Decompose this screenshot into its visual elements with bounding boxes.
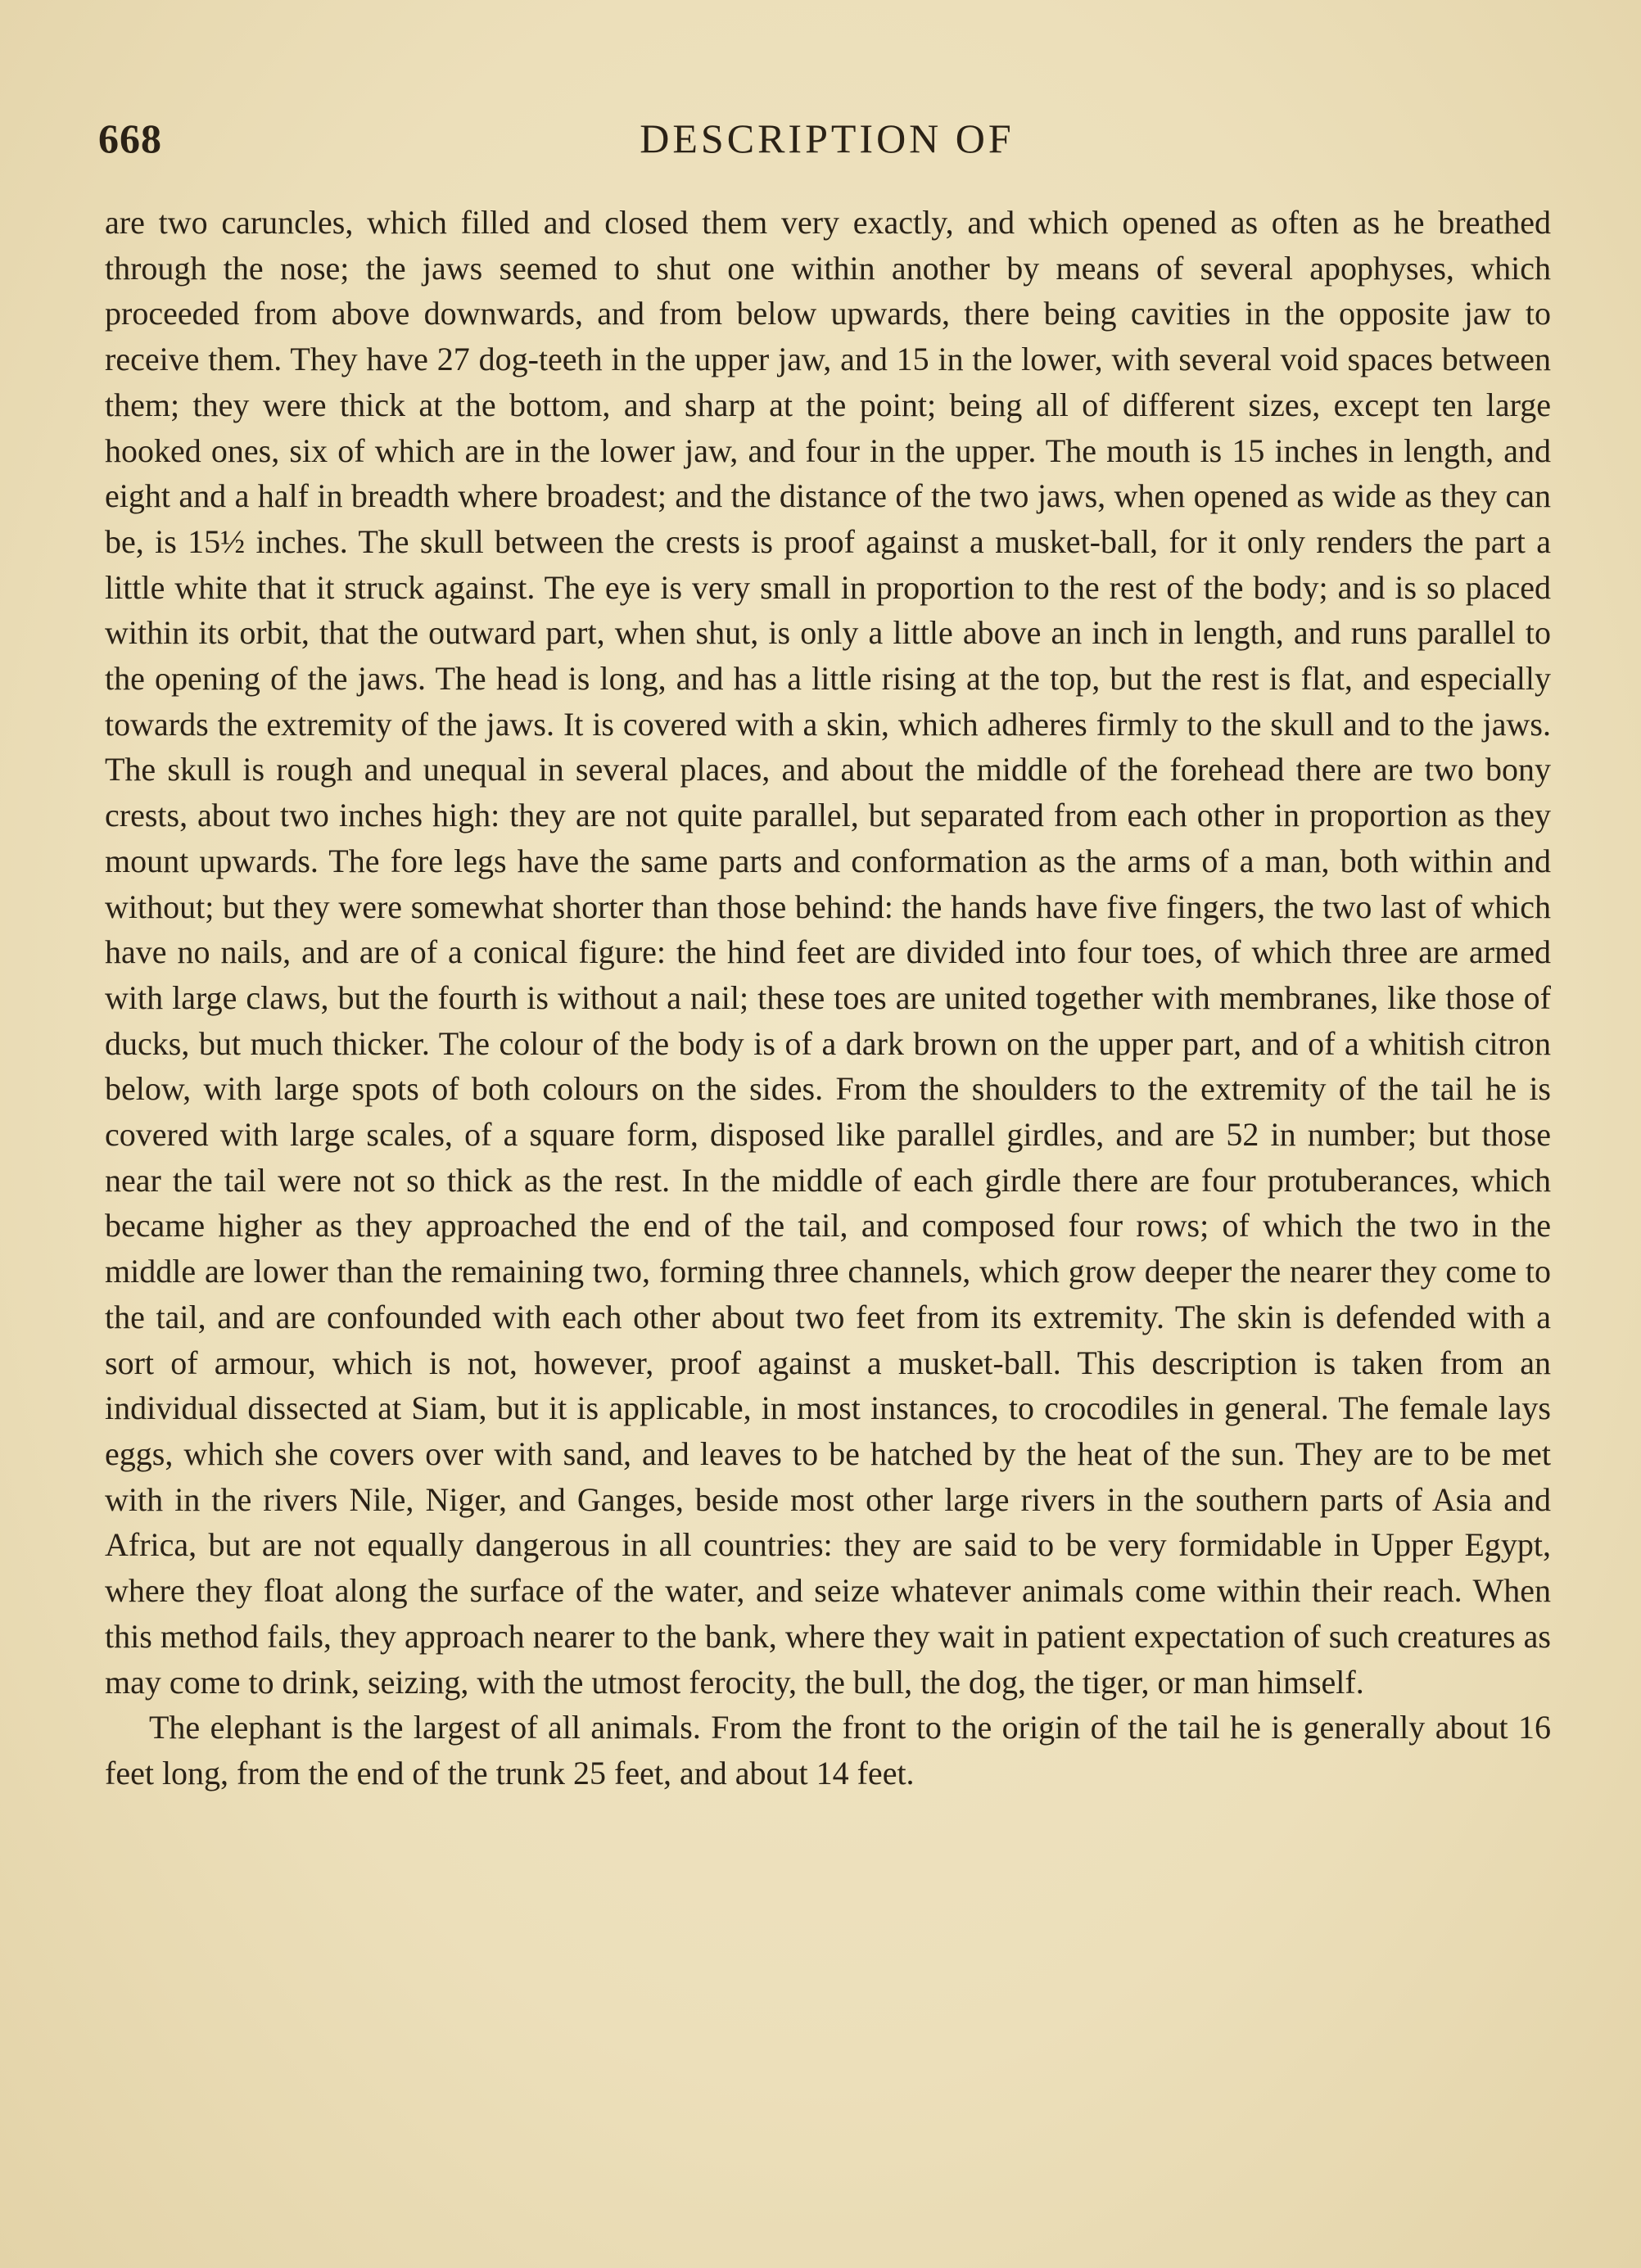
page-header <box>98 115 1556 172</box>
paragraph-elephant-description: The elephant is the largest of all animals. From the front to the origin of the tail he is generally about 16 feet long, from the end of the trunk 25 feet, and about 14 feet. <box>105 1709 1551 1791</box>
body-text <box>105 200 1551 1796</box>
running-title: DESCRIPTION OF <box>640 115 1015 161</box>
page-number: 668 <box>98 115 162 161</box>
paragraph-crocodile-description: are two caruncles, which filled and closed them very exactly, and which opened as often as he breathed through the nose; the jaws seemed to shut one within another by means of several apophyses, which proceeded from above downwards, and from below upwards, there being cavities in the opposite jaw to receive them. They have 27 dog-teeth in the upper jaw, and 15 in the lower, with several void spaces between them; they were thick at the bottom, and sharp at the point; being all of different sizes, except ten large hooked ones, six of which are in the lower jaw, and four in the upper. The mouth is 15 inches in length, and eight and a half in breadth where broadest; and the distance of the two jaws, when opened as wide as they can be, is 15½ inches. The skull between the crests is proof against a musket-ball, for it only renders the part a little white that it struck against. The eye is very small in proportion to the rest of the body; and is so placed within its orbit, that the outward part, when shut, is only a little above an inch in length, and runs parallel to the opening of the jaws. The head is long, and has a little rising at the top, but the rest is flat, and especially towards the extremity of the jaws. It is covered with a skin, which adheres firmly to the skull and to the jaws. The skull is rough and unequal in several places, and about the middle of the forehead there are two bony crests, about two inches high: they are not quite parallel, but separated from each other in proportion as they mount upwards. The fore legs have the same parts and conformation as the arms of a man, both within and without; but they were somewhat shorter than those behind: the hands have five fingers, the two last of which have no nails, and are of a conical figure: the hind feet are divided into four toes, of which three are armed with large claws, but the fourth is without a nail; these toes are united together with membranes, like those of ducks, but much thicker. The colour of the body is of a dark brown on the upper part, and of a whitish citron below, with large spots of both colours on the sides. From the shoulders to the extremity of the tail he is covered with large scales, of a square form, disposed like parallel girdles, and are 52 in number; but those near the tail were not so thick as the rest. In the middle of each girdle there are four protuberances, which became higher as they approached the end of the tail, and composed four rows; of which the two in the middle are lower than the remaining two, forming three channels, which grow deeper the nearer they come to the tail, and are confounded with each other about two feet from its extremity. The skin is defended with a sort of armour, which is not, however, proof against a musket-ball. This description is taken from an individual dissected at Siam, but it is applicable, in most instances, to crocodiles in general. The female lays eggs, which she covers over with sand, and leaves to be hatched by the heat of the sun. They are to be met with in the rivers Nile, Niger, and Ganges, beside most other large rivers in the southern parts of Asia and Africa, but are not equally dangerous in all countries: they are said to be very formidable in Upper Egypt, where they float along the surface of the water, and seize whatever animals come within their reach. When this method fails, they approach nearer to the bank, where they wait in patient expectation of such creatures as may come to drink, seizing, with the utmost ferocity, the bull, the dog, the tiger, or man himself. <box>105 204 1551 1701</box>
